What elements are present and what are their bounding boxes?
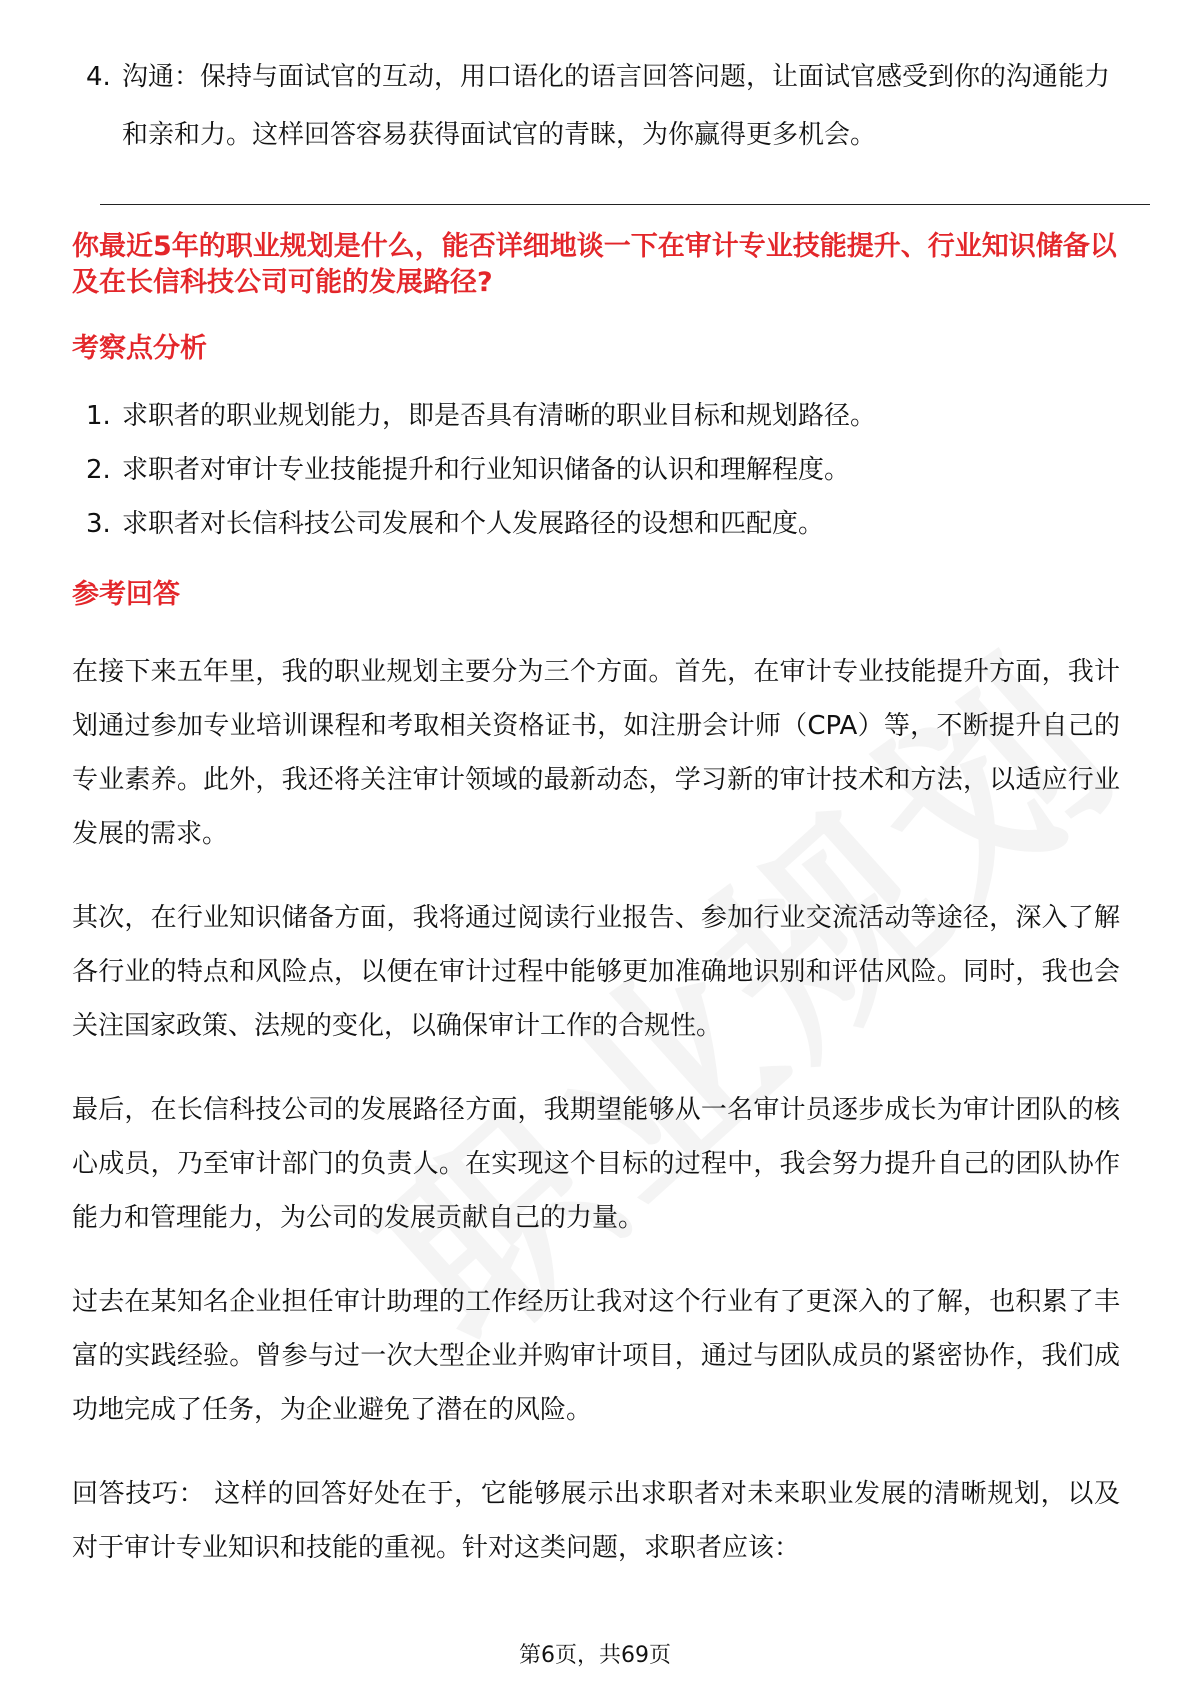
list-item (72, 443, 1120, 497)
list-item (72, 497, 1120, 551)
answer-tips-paragraph: 回答技巧： 这样的回答好处在于，它能够展示出求职者对未来职业发展的清晰规划，以及对于审计专业知识和技能的重视。针对这类问题，求职者应该： (72, 1479, 1120, 1563)
answer-paragraph: 过去在某知名企业担任审计助理的工作经历让我对这个行业有了更深入的了解，也积累了丰富的实践经验。曾参与过一次大型企业并购审计项目，通过与团队成员的紧密协作，我们成功地完成了任务，为企业避免了潜在的风险。 (72, 1287, 1120, 1425)
answer-paragraph: 在接下来五年里，我的职业规划主要分为三个方面。首先，在审计专业技能提升方面，我计划通过参加专业培训课程和考取相关资格证书，如注册会计师（CPA）等，不断提升自己的专业素养。此外，我还将关注审计领域的最新动态，学习新的审计技术和方法，以适应行业发展的需求。 (72, 657, 1120, 849)
list-number: 4. (86, 62, 111, 92)
analysis-title: 考察点分析 (72, 333, 207, 364)
list-text: 求职者对审计专业技能提升和行业知识储备的认识和理解程度。 (122, 455, 851, 485)
list-number: 2. (86, 455, 111, 485)
list-text: 求职者的职业规划能力，即是否具有清晰的职业目标和规划路径。 (122, 401, 877, 431)
list-item (72, 389, 1120, 443)
analysis-list (72, 389, 1120, 551)
divider (100, 204, 1150, 205)
question-heading: 你最近5年的职业规划是什么，能否详细地谈一下在审计专业技能提升、行业知识储备以及在长信科技公司可能的发展路径? (72, 231, 1117, 298)
document-body (72, 48, 1120, 1575)
list-text: 沟通：保持与面试官的互动，用口语化的语言回答问题，让面试官感受到你的沟通能力和亲和力。这样回答容易获得面试官的青睐，为你赢得更多机会。 (122, 62, 1111, 150)
list-number: 1. (86, 401, 111, 431)
answer-paragraph: 最后，在长信科技公司的发展路径方面，我期望能够从一名审计员逐步成长为审计团队的核心成员，乃至审计部门的负责人。在实现这个目标的过程中，我会努力提升自己的团队协作能力和管理能力，为公司的发展贡献自己的力量。 (72, 1095, 1120, 1233)
list-text: 求职者对长信科技公司发展和个人发展路径的设想和匹配度。 (122, 509, 825, 539)
page-footer: 第6页，共69页 (519, 1643, 671, 1668)
answer-title: 参考回答 (72, 579, 180, 610)
list-number: 3. (86, 509, 111, 539)
answer-paragraph: 其次，在行业知识储备方面，我将通过阅读行业报告、参加行业交流活动等途径，深入了解各行业的特点和风险点，以便在审计过程中能够更加准确地识别和评估风险。同时，我也会关注国家政策、法规的变化，以确保审计工作的合规性。 (72, 903, 1120, 1041)
list-item-4 (72, 48, 1120, 164)
